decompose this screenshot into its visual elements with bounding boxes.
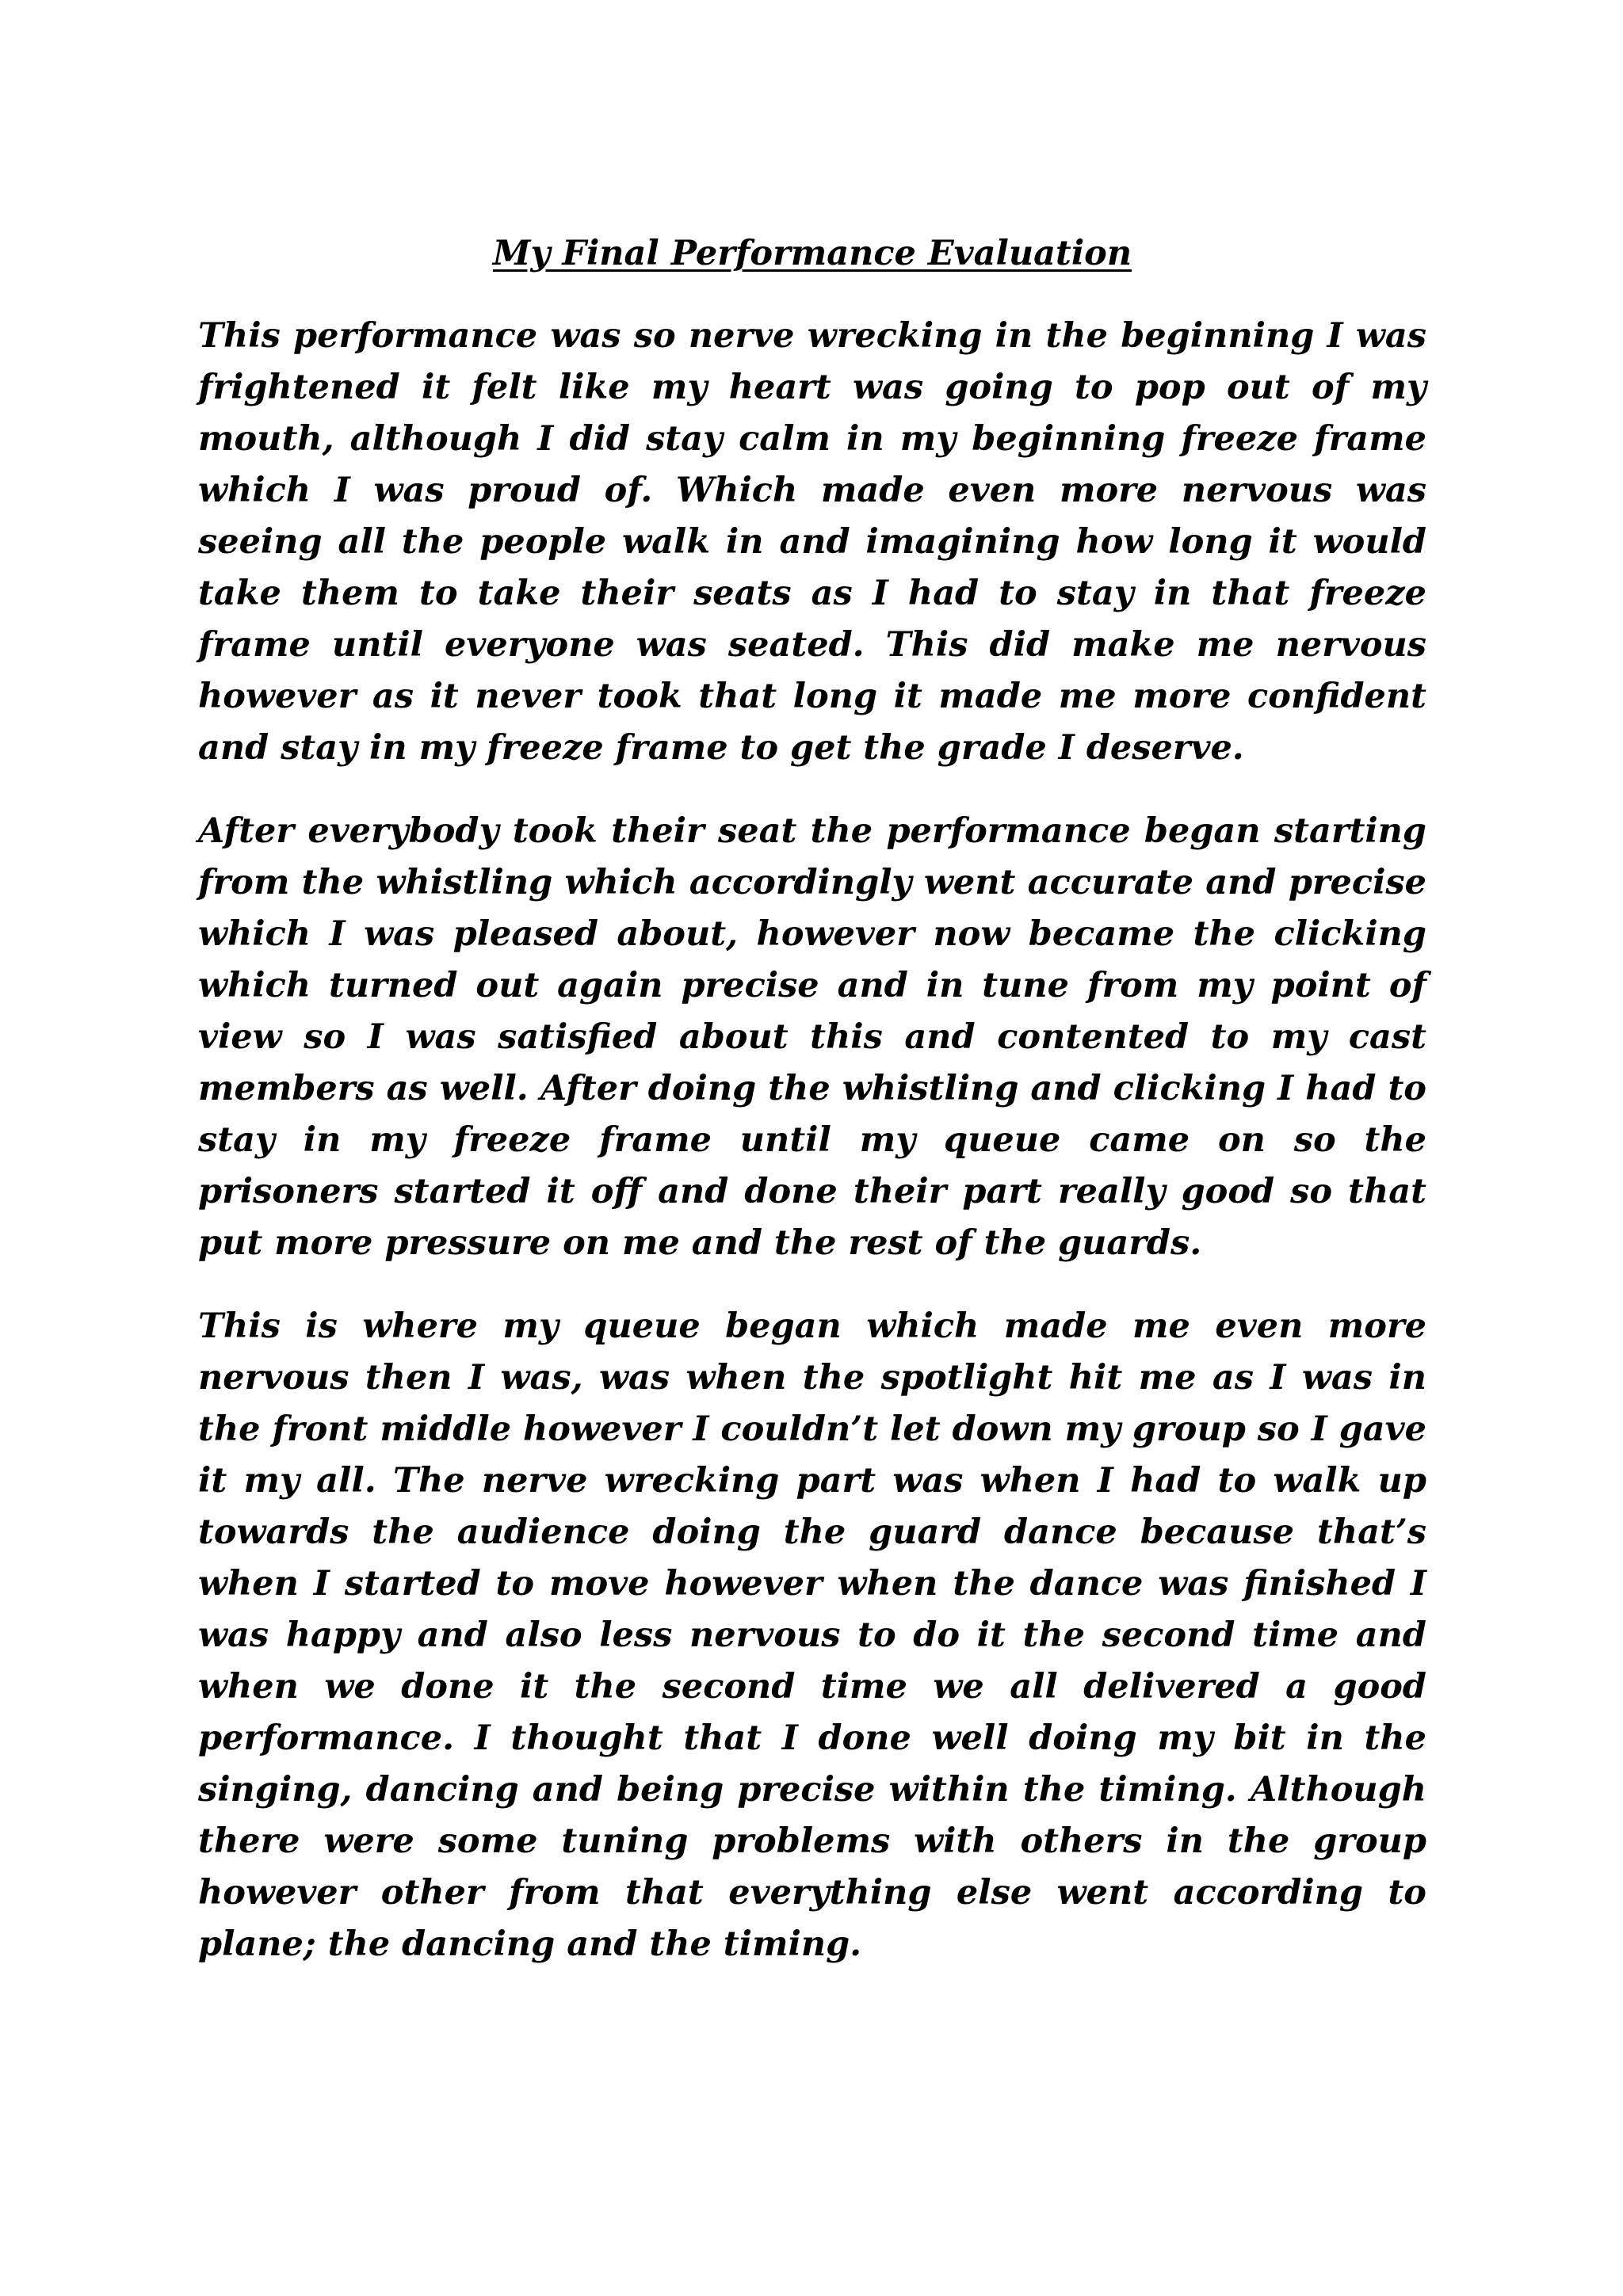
paragraph-1: This performance was so nerve wrecking in the beginning I was frightened it felt like my heart was going to pop out of my mouth, although I did stay calm in my beginning freeze frame which I was proud of. Which made even more nervous was seeing all the people walk in and imagining how long it would take them to take their seats as I had to stay in that freeze frame until everyone was seated. This did make me nervous however as it never took that long it made me more confident and stay in my freeze frame to get the grade I deserve. [198, 316, 1426, 768]
document-title-text: My Final Performance Evaluation [492, 234, 1132, 273]
document-title [198, 228, 1426, 279]
paragraph-3: This is where my queue began which made me even more nervous then I was, was when the spotlight hit me as I was in the front middle however I couldn’t let down my group so I gave it my all. The nerve wrecking part was when I had to walk up towards the audience doing the guard dance because that’s when I started to move however when the dance was finished I was happy and also less nervous to do it the second time and when we done it the second time we all delivered a good performance. I thought that I done well doing my bit in the singing, dancing and being precise within the timing. Although there were some tuning problems with others in the group however other from that everything else went according to plane; the dancing and the timing. [198, 1306, 1426, 1964]
paragraph-2: After everybody took their seat the performance began starting from the whistling which accordingly went accurate and precise which I was pleased about, however now became the clicking which turned out again precise and in tune from my point of view so I was satisfied about this and contented to my cast members as well. After doing the whistling and clicking I had to stay in my freeze frame until my queue came on so the prisoners started it off and done their part really good so that put more pressure on me and the rest of the guards. [198, 811, 1426, 1263]
document-body [198, 228, 1426, 2002]
